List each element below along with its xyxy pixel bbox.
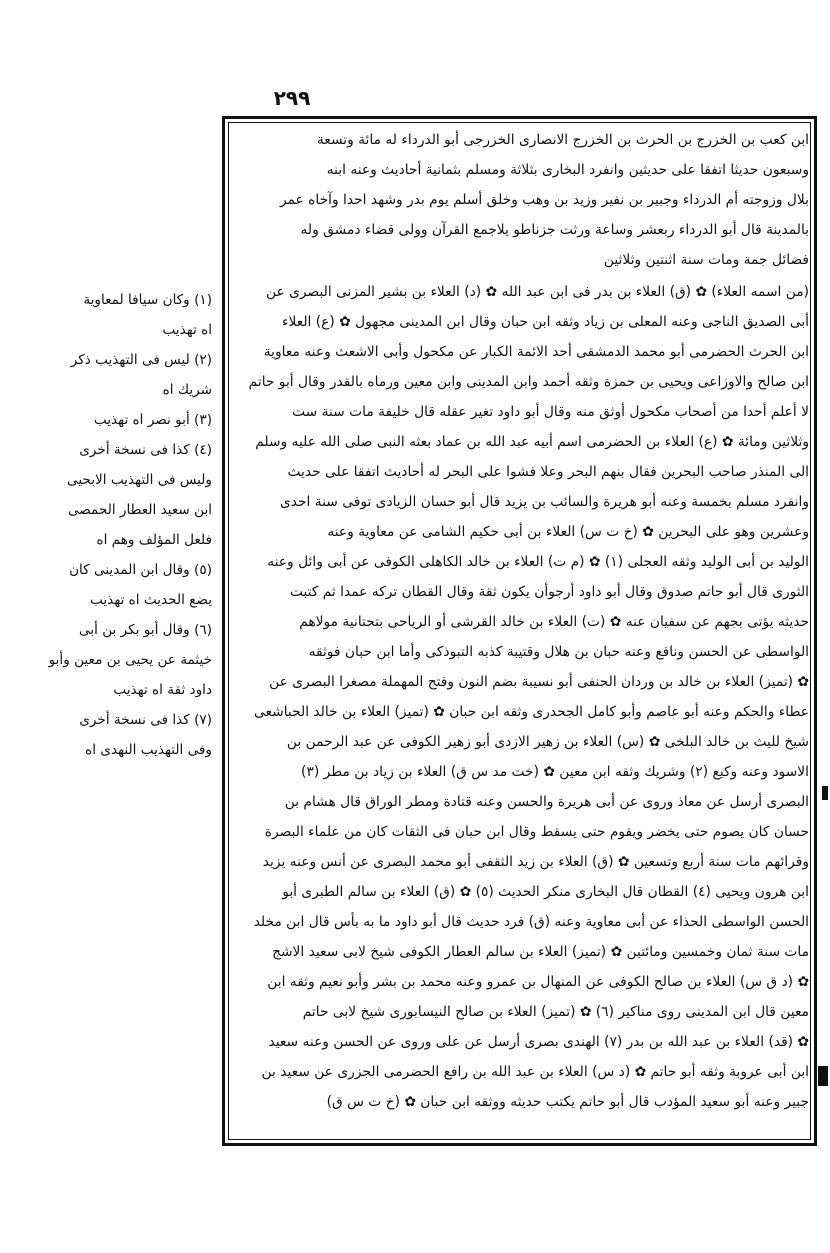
main-text-line: فضائل جمة ومات سنة اثنتين وثلاثين [603,252,809,268]
main-text-line: ابن كعب بن الخزرج بن الحرث بن الخزرج الانصارى الخزرجى أبو الدرداء له مائة وتسعة [316,132,809,148]
footnote-line: فلعل المؤلف وهم اه [96,532,212,548]
footnote-line: (٤) كذا فى نسخة أخرى [79,442,212,458]
footnote-line: اه تهذيب [162,322,212,338]
footnote-line: وفى التهذيب النهدى اه [85,742,212,758]
main-text-line: ✿ (د ق س) العلاء بن صالح الكوفى عن المنهال بن عمرو وعنه محمد بن بشر وأبو نعيم وثقه ابن [267,974,809,990]
main-text-line: الحسن الواسطى الحذاء عن أبى معاوية وعنه (ق) فرد حديث قال أبو داود ما به بأس قال ابن مخلد [253,914,809,930]
main-text-block [229,130,809,1140]
main-text-line: وانفرد مسلم بخمسة وعنه أبو هريرة والسائب بن يزيد قال أبو حسان الزيادى توفى سنة احدى [279,494,809,510]
main-text-line: الوليد بن أبى الوليد وثقه العجلى (١) ✿ (م ت) العلاء بن خالد الكاهلى الكوفى عن أبى وائل وعنه [267,554,809,570]
main-text-line: وسبعون حديثا اتفقا على حديثين وانفرد البخارى بثلاثة ومسلم بثمانية أحاديث وعنه ابنه [326,162,809,178]
main-text-line: ✿ (قد) العلاء بن عبد الله بن بدر (٧) الهندى بصرى أرسل عن على وروى عن الحسن وعنه سعيد [268,1034,809,1050]
main-text-line: الثورى قال أبو حاتم صدوق وقال أبو داود أرجوأن يكون ثقة وقال القطان تركه عمدا ثم كتبت [289,584,809,600]
main-text-line: البصرى أرسل عن معاذ وروى عن أبى هريرة والحسن وعنه قتادة ومطر الوراق قال هشام بن [284,794,809,810]
main-text-line: شيخ لليث بن خالد البلخى ✿ (س) العلاء بن زهير الازدى أبو زهير الكوفى عن عبد الرحمن بن [286,734,809,750]
main-text-line: معين قال ابن المدينى روى مناكير (٦) ✿ (تميز) العلاء بن صالح النيسابورى شيخ لابى حاتم [302,1004,809,1020]
main-text-line: بلال وزوجته أم الدرداء وجبير بن نفير وزيد بن وهب وخلق أسلم يوم بدر وشهد احدا وآخاه عمر [279,192,809,208]
footnote-line: خيثمة عن يحيى بن معين وأبو [48,652,212,668]
footnote-line: (١) وكان سيافا لمعاوية [83,292,212,308]
scan-edge-mark [822,786,828,800]
main-text-line: الى المنذر صاحب البحرين فقال بنهم البحر وعلا فشوا على البحر له أحاديث اتفقا على حديث [287,464,809,480]
main-text-line: عطاء والحكم وعنه أبو عاصم وأبو كامل الجحدرى وثقه ابن حبان ✿ (تميز) العلاء بن خالد الحباشعى [254,704,809,720]
footnote-line: يضع الحديث اه تهذيب [90,592,212,608]
main-text-line: وثلاثين ومائة ✿ (ع) العلاء بن الحضرمى اسم أبيه عبد الله بن عماد بعثه النبى صلى الله عليه وسلم [255,434,809,450]
main-text-line: وقرائهم مات سنة أربع وتسعين ✿ (ق) العلاء بن زيد الثقفى أبو محمد البصرى عن أنس وعنه يزيد [262,854,809,870]
main-text-line: الواسطى عن الحسن ونافع وعنه حبان بن هلال وقتيبة كذبه التبوذكى وأما ابن حبان فوثقه [308,644,809,660]
main-text-line: أبى الصديق الناجى وعنه المعلى بن زياد وثقه ابن حبان وقال ابن المدينى مجهول ✿ (ع) العلاء [281,314,809,330]
main-text-line: ابن الحرث الحضرمى أبو محمد الدمشقى أحد الائمة الكبار عن مكحول وأبى الاشعث وعنه معاوية [263,344,809,360]
main-text-line: لا أعلم أحدا من أصحاب مكحول أوثق منه وقال أبو داود تغير عقله قال خليفة مات سنة ست [292,404,809,420]
main-text-line: وعشرين وهو على البحرين ✿ (خ ت س) العلاء بن أبى حكيم الشامى عن معاوية وعنه [327,524,809,540]
main-text-line: حسان كان يصوم حتى يخضر ويقوم حتى يسقط وقال ابن حبان فى الثقات كان من علماء البصرة [264,824,809,840]
main-text-line: (من اسمه العلاء) ✿ (ق) العلاء بن بدر فى ابن عبد الله ✿ (د) العلاء بن بشير المزنى البصرى عن [265,284,809,300]
main-text-line: بالمدينة قال أبو الدرداء ربعشر وساعة ورثت جزناطو يلاجمع القرآن وولى قضاء دمشق وله [300,222,809,238]
footnote-line: (٧) كذا فى نسخة أخرى [79,712,212,728]
footnote-line: (٦) وقال أبو بكر بن أبى [78,622,212,638]
footnote-line: ابن سعيد العطار الحمصى [67,502,212,518]
main-text-line: مات سنة ثمان وخمسين ومائتين ✿ (تميز) العلاء بن سالم العطار الكوفى شيخ لابى سعيد الاشج [272,944,809,960]
main-text-line: حديثه يؤتى بجهم عن سفيان عنه ✿ (ت) العلاء بن خالد القرشى أو الرياحى بتحتانية مولاهم [299,614,809,630]
main-text-line: ابن هرون ويحيى (٤) القطان قال البخارى منكر الحديث (٥) ✿ (ق) العلاء بن سالم الطبرى أبو [282,884,809,900]
main-text-line: جبير وعنه أبو سعيد المؤدب قال أبو حاتم يكتب حديثه ووثقه ابن حبان ✿ (خ ت س ق) [326,1094,809,1110]
footnote-line: (٥) وقال ابن المدينى كان [69,562,212,578]
footnote-line: (٢) ليس فى التهذيب ذكر [70,352,212,368]
page-number: ٢٩٩ [273,86,311,110]
margin-footnotes [12,290,212,800]
footnote-line: داود ثقة اه تهذيب [113,682,212,698]
footnote-line: شريك اه [162,382,212,398]
main-text-line: ابن أبى عروبة وثقه أبو حاتم ✿ (د س) العلاء بن عبد الله بن رافع الحضرمى الجزرى عن سعيد بن [261,1064,809,1080]
main-text-line: ابن صالح والاوزاعى ويحيى بن حمزة وثقه أحمد وابن المدينى وابن معين ورماه بالقدر وقال أبو حاتم [248,374,809,390]
footnote-line: (٣) أبو نصر اه تهذيب [93,412,212,428]
scan-edge-mark [818,1066,828,1086]
footnote-line: وليس فى التهذيب الابحيى [66,472,212,488]
main-text-line: الاسود وعنه وكيع (٢) وشريك وثقه ابن معين ✿ (خت مد س ق) العلاء بن زياد بن مطر (٣) [301,764,809,780]
main-text-line: ✿ (تميز) العلاء بن خالد بن وردان الحنفى أبو نسيبة بضم النون وفتح المهملة مصغرا البصرى عن [269,674,809,690]
